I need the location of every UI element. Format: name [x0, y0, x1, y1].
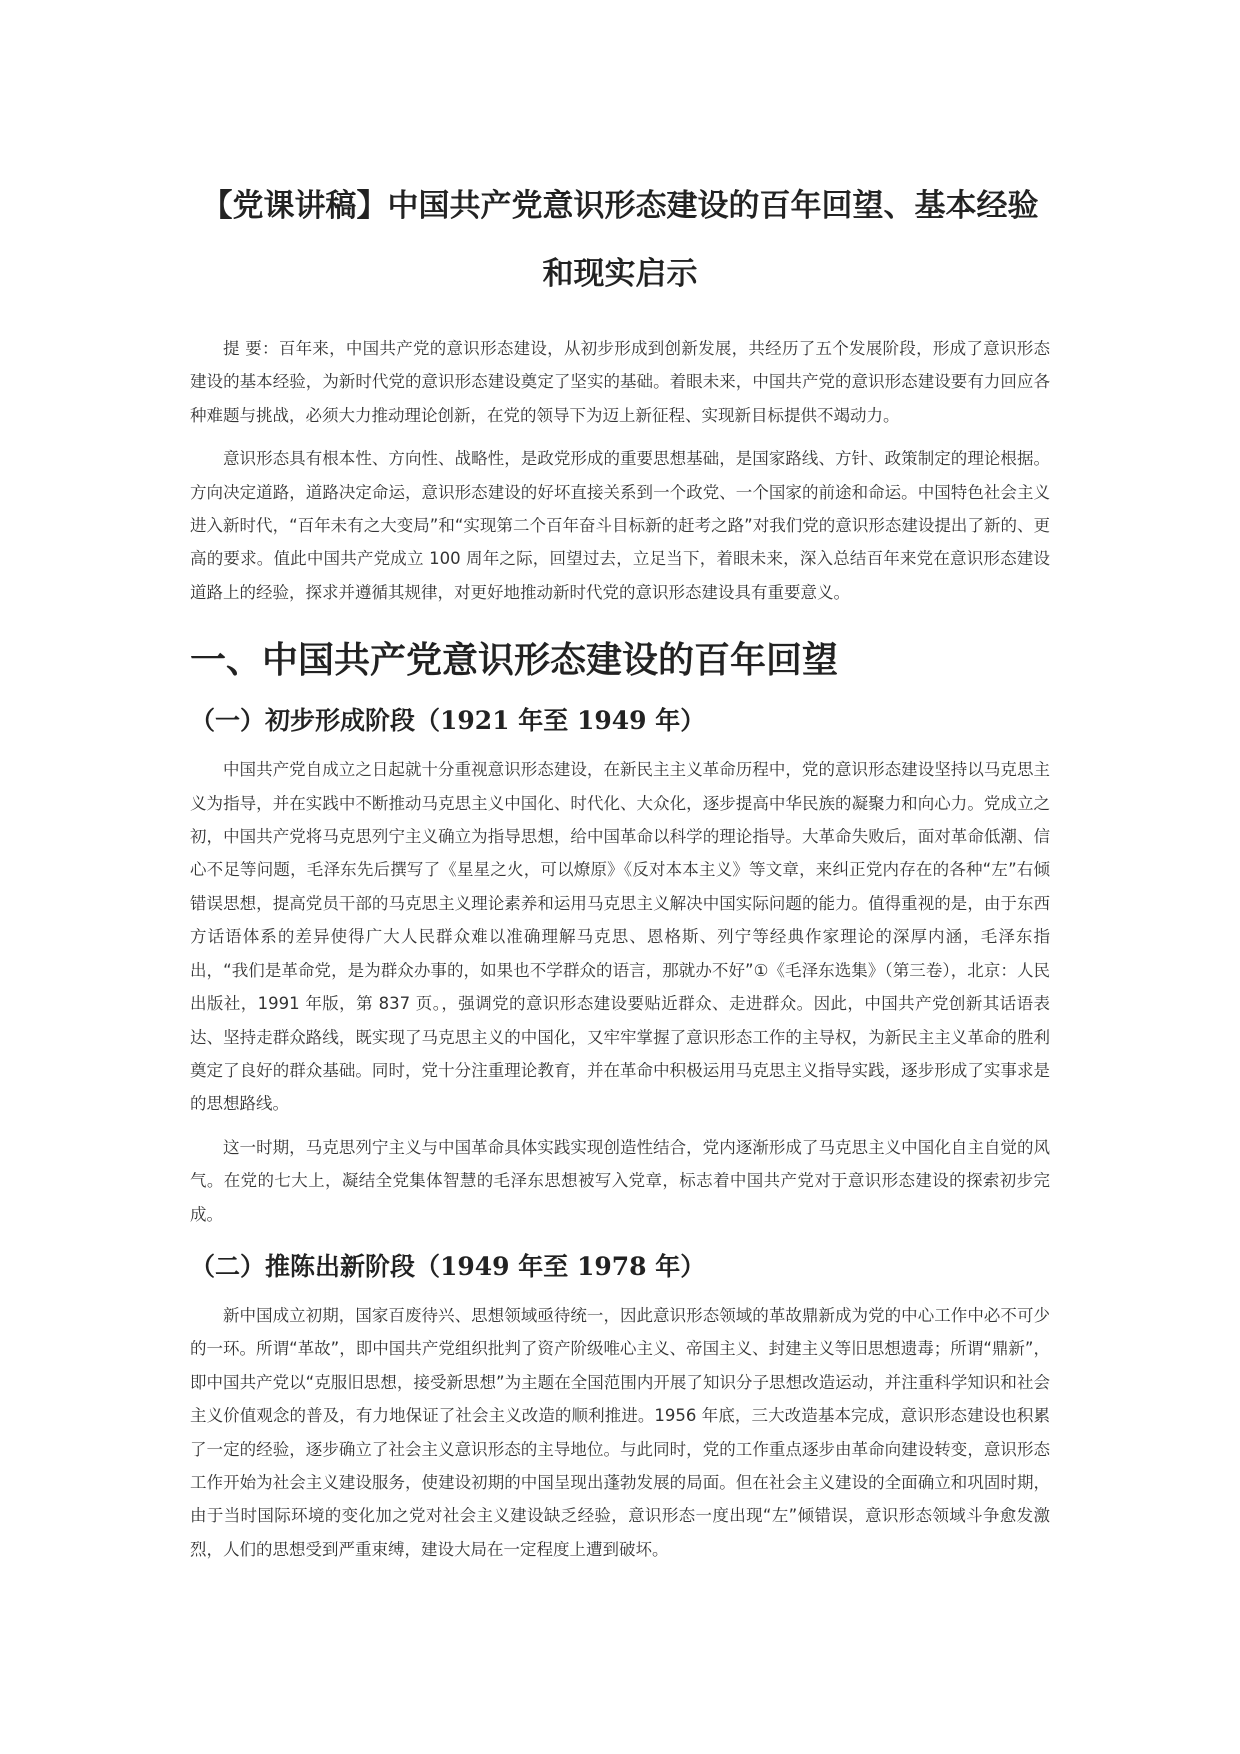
subsection-heading-2: （二）推陈出新阶段（1949 年至 1978 年） — [190, 1251, 706, 1281]
body-paragraph: 中国共产党自成立之日起就十分重视意识形态建设，在新民主主义革命历程中，党的意识形态建设坚持以马克思主义为指导，并在实践中不断推动马克思主义中国化、时代化、大众化，逐步提高中华民族的凝聚力和向心力。党成立之初，中国共产党将马克思列宁主义确立为指导思想，给中国革命以科学的理论指导。大革命失败后，面对革命低潮、信心不足等问题，毛泽东先后撰写了《星星之火，可以燎原》《反对本本主义》等文章，来纠正党内存在的各种“左”右倾错误思想，提高党员干部的马克思主义理论素养和运用马克思主义解决中国实际问题的能力。值得重视的是，由于东西方话语体系的差异使得广大人民群众难以准确理解马克思、恩格斯、列宁等经典作家理论的深厚内涵，毛泽东指出，“我们是革命党，是为群众办事的，如果也不学群众的语言，那就办不好”①《毛泽东选集》（第三卷），北京：人民出版社，1991 年版，第 837 页。，强调党的意识形态建设要贴近群众、走进群众。因此，中国共产党创新其话语表达、坚持走群众路线，既实现了马克思主义的中国化，又牢牢掌握了意识形态工作的主导权，为新民主主义革命的胜利奠定了良好的群众基础。同时，党十分注重理论教育，并在革命中积极运用马克思主义指导实践，逐步形成了实事求是的思想路线。 — [190, 760, 1050, 1114]
document-page — [190, 172, 1050, 1566]
subsection-heading-1: （一）初步形成阶段（1921 年至 1949 年） — [190, 706, 706, 736]
abstract-paragraph: 提 要：百年来，中国共产党的意识形态建设，从初步形成到创新发展，共经历了五个发展阶段，形成了意识形态建设的基本经验，为新时代党的意识形态建设奠定了坚实的基础。着眼未来，中国共产党的意识形态建设要有力回应各种难题与挑战，必须大力推动理论创新，在党的领导下为迈上新征程、实现新目标提供不竭动力。 — [190, 339, 1050, 425]
body-paragraph: 新中国成立初期，国家百废待兴、思想领域亟待统一，因此意识形态领域的革故鼎新成为党的中心工作中必不可少的一环。所谓“革故”，即中国共产党组织批判了资产阶级唯心主义、帝国主义、封建主义等旧思想遗毒；所谓“鼎新”，即中国共产党以“克服旧思想，接受新思想”为主题在全国范围内开展了知识分子思想改造运动，并注重科学知识和社会主义价值观念的普及，有力地保证了社会主义改造的顺利推进。1956 年底，三大改造基本完成，意识形态建设也积累了一定的经验，逐步确立了社会主义意识形态的主导地位。与此同时，党的工作重点逐步由革命向建设转变，意识形态工作开始为社会主义建设服务，使建设初期的中国呈现出蓬勃发展的局面。但在社会主义建设的全面确立和巩固时期，由于当时国际环境的变化加之党对社会主义建设缺乏经验，意识形态一度出现“左”倾错误，意识形态领域斗争愈发激烈，人们的思想受到严重束缚，建设大局在一定程度上遭到破坏。 — [190, 1305, 1050, 1559]
document-title: 【党课讲稿】中国共产党意识形态建设的百年回望、基本经验和现实启示 — [201, 188, 1039, 292]
intro-paragraph: 意识形态具有根本性、方向性、战略性，是政党形成的重要思想基础，是国家路线、方针、政策制定的理论根据。方向决定道路，道路决定命运，意识形态建设的好坏直接关系到一个政党、一个国家的前途和命运。中国特色社会主义进入新时代，“百年未有之大变局”和“实现第二个百年奋斗目标新的赶考之路”对我们党的意识形态建设提出了新的、更高的要求。值此中国共产党成立 100 周年之际，回望过去，立足当下，着眼未来，深入总结百年来党在意识形态建设道路上的经验，探求并遵循其规律，对更好地推动新时代党的意识形态建设具有重要意义。 — [190, 449, 1050, 602]
body-paragraph: 这一时期，马克思列宁主义与中国革命具体实践实现创造性结合，党内逐渐形成了马克思主义中国化自主自觉的风气。在党的七大上，凝结全党集体智慧的毛泽东思想被写入党章，标志着中国共产党对于意识形态建设的探索初步完成。 — [190, 1137, 1050, 1224]
section-heading-1: 一、中国共产党意识形态建设的百年回望 — [190, 639, 839, 682]
